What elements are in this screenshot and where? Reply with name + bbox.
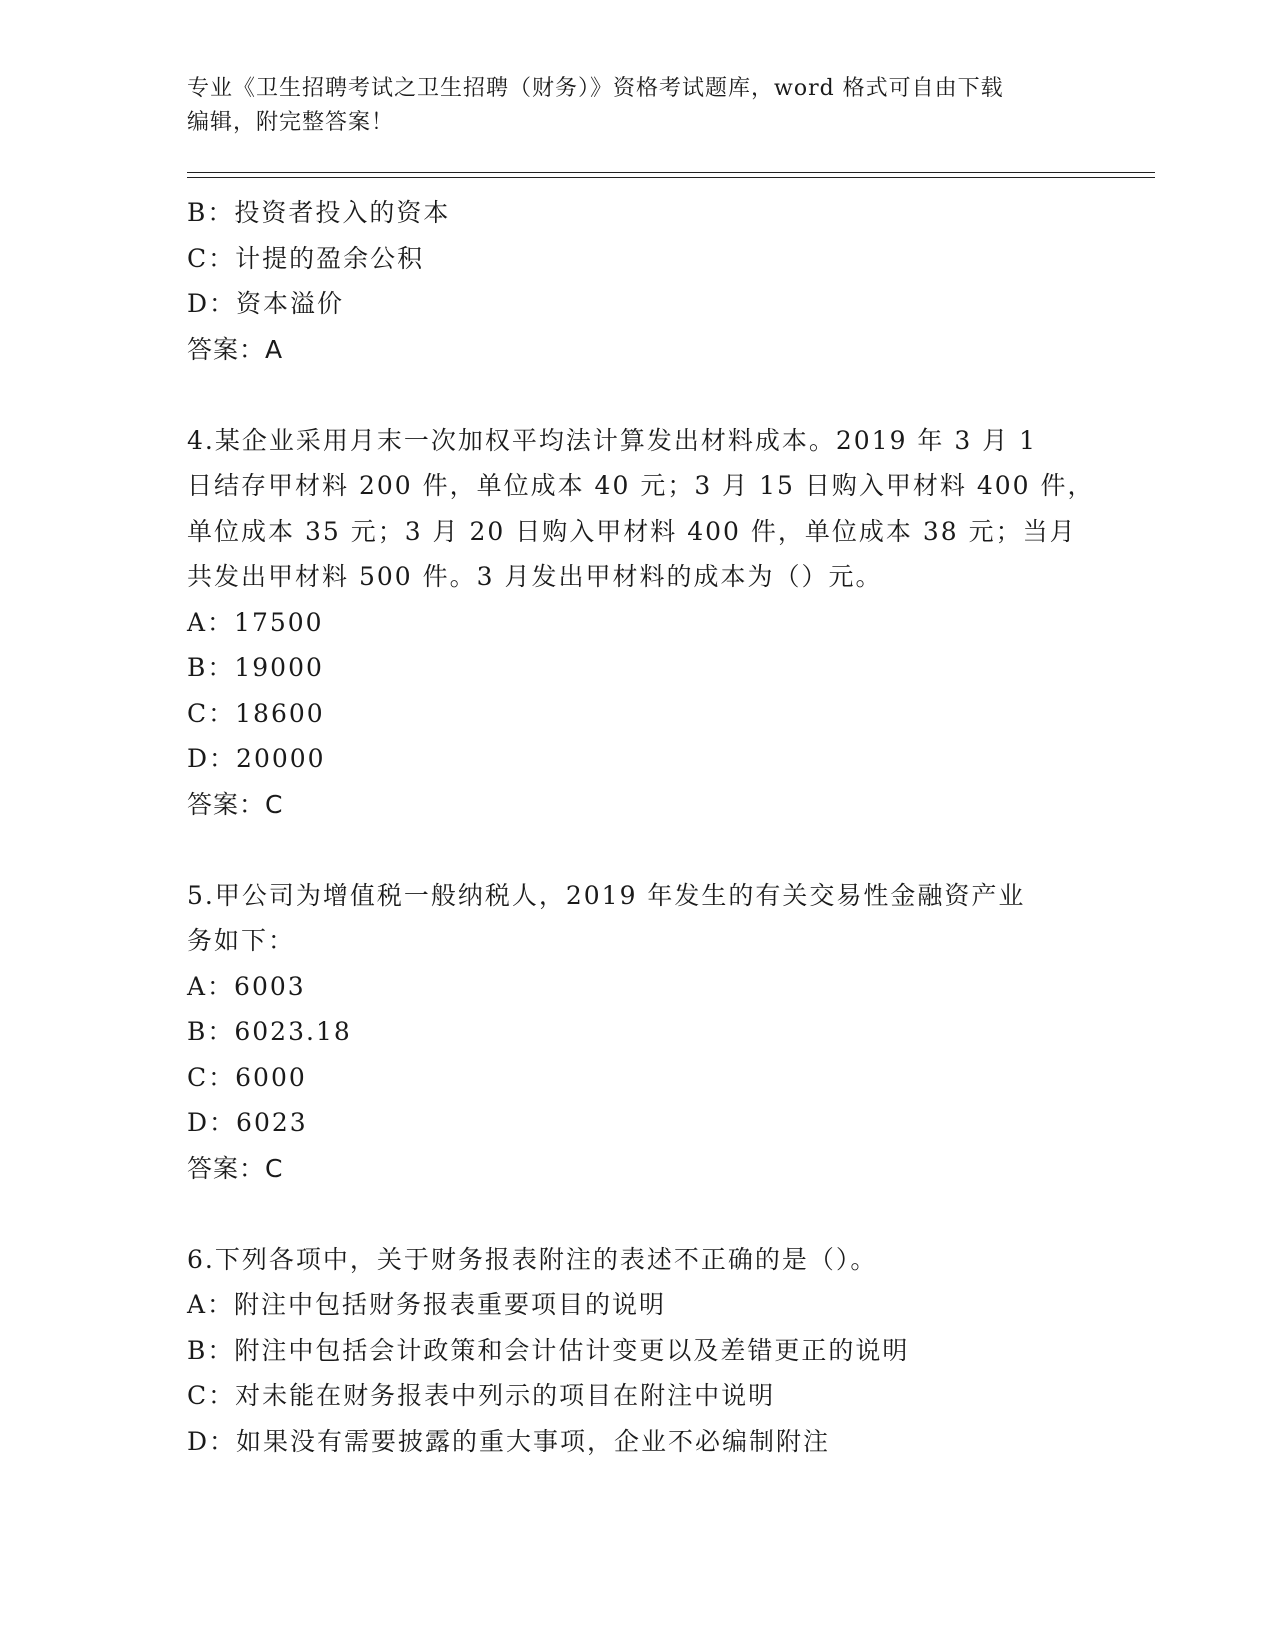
q4-answer: 答案：C — [187, 789, 284, 819]
q3-option-b: B：投资者投入的资本 — [187, 198, 451, 227]
q4-option-a: A：17500 — [187, 607, 324, 637]
q5-option-d: D：6023 — [187, 1108, 308, 1137]
q6-stem-line-1: 6.下列各项中，关于财务报表附注的表述不正确的是（）。 — [187, 1244, 878, 1274]
q3-option-c: C：计提的盈余公积 — [187, 243, 425, 273]
q4-stem-line-4: 共发出甲材料 500 件。3 月发出甲材料的成本为（）元。 — [187, 562, 883, 591]
header-line-1: 专业《卫生招聘考试之卫生招聘（财务）》资格考试题库，word 格式可自由下载 — [187, 76, 1004, 101]
q6-option-d: D：如果没有需要披露的重大事项，企业不必编制附注 — [187, 1426, 831, 1456]
spacer — [187, 827, 1087, 873]
q5-stem-line-2: 务如下： — [187, 926, 296, 955]
q5-option-c: C：6000 — [187, 1062, 307, 1092]
q3-option-d: D：资本溢价 — [187, 289, 345, 318]
q4-option-b: B：19000 — [187, 653, 324, 682]
header-line-2: 编辑，附完整答案！ — [187, 110, 395, 135]
q5-option-a: A：6003 — [187, 971, 306, 1001]
q4-stem-line-2: 日结存甲材料 200 件，单位成本 40 元；3 月 15 日购入甲材料 400 件， — [187, 471, 1095, 500]
header-divider-top — [187, 172, 1155, 173]
q6-option-b: B：附注中包括会计政策和会计估计变更以及差错更正的说明 — [187, 1335, 910, 1365]
q4-option-c: C：18600 — [187, 698, 325, 728]
spacer — [187, 1191, 1087, 1237]
document-header — [187, 72, 1067, 140]
q4-stem-line-3: 单位成本 35 元；3 月 20 日购入甲材料 400 件，单位成本 38 元；当月 — [187, 516, 1077, 546]
q4-stem-line-1: 4.某企业采用月末一次加权平均法计算发出材料成本。2019 年 3 月 1 — [187, 425, 1038, 455]
q5-stem-line-1: 5.甲公司为增值税一般纳税人，2019 年发生的有关交易性金融资产业 — [187, 880, 1026, 910]
spacer — [187, 372, 1087, 418]
header-divider-bottom — [187, 177, 1155, 178]
q5-option-b: B：6023.18 — [187, 1017, 352, 1046]
q3-answer: 答案：A — [187, 334, 284, 364]
q6-option-c: C：对未能在财务报表中列示的项目在附注中说明 — [187, 1381, 776, 1410]
question-list — [187, 190, 1095, 1464]
q5-answer: 答案：C — [187, 1153, 284, 1183]
q6-option-a: A：附注中包括财务报表重要项目的说明 — [187, 1290, 667, 1319]
q4-option-d: D：20000 — [187, 744, 326, 773]
